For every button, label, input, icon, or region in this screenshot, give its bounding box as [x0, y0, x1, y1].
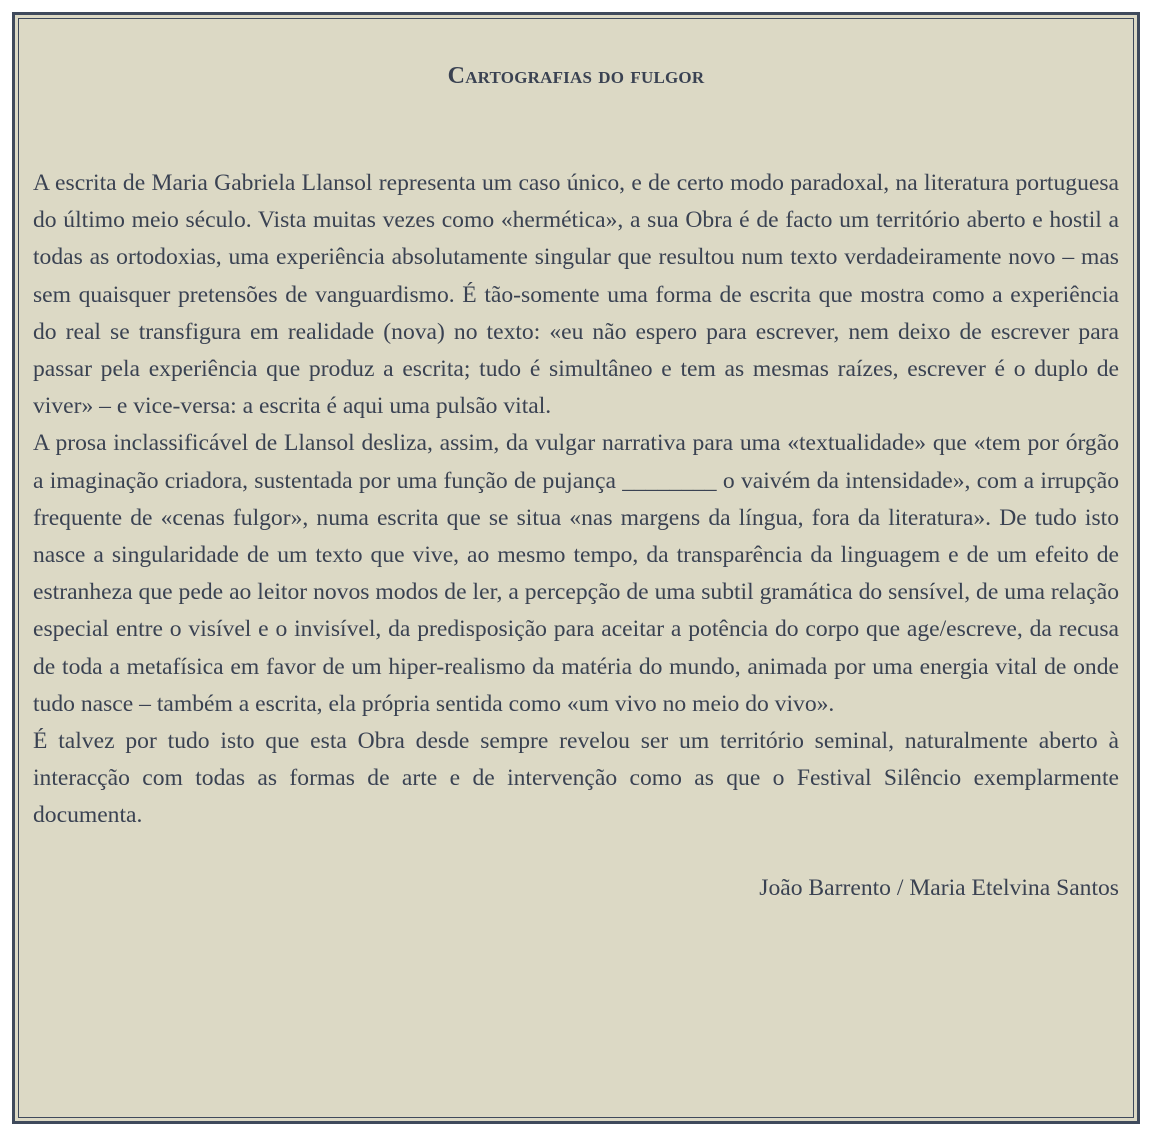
document-title: Cartografias do fulgor: [447, 63, 705, 89]
paragraph-1: A escrita de Maria Gabriela Llansol representa um caso único, e de certo modo paradoxal, na literatura portuguesa do último meio século. Vista muitas vezes como «hermética», a sua Obra é de facto um território aberto e hostil a todas as ortodoxias, uma experiência absolutamente singular que resultou num texto verdadeiramente novo – mas sem quaisquer pretensões de vanguardismo. É tão-somente uma forma de escrita que mostra como a experiência do real se transfigura em realidade (nova) no texto: «eu não espero para escrever, nem deixo de escrever para passar pela experiência que produz a escrita; tudo é simultâneo e tem as mesmas raízes, escrever é o duplo de viver» – e vice-versa: a escrita é aqui uma pulsão vital.: [33, 170, 1119, 420]
document-frame: [12, 12, 1140, 1124]
paragraph-2: A prosa inclassificável de Llansol desliza, assim, da vulgar narrativa para uma «textualidade» que «tem por órgão a imaginação criadora, sustentada por uma função de pujança ________ o vaivém da intensidade», com a irrupção frequente de «cenas fulgor», numa escrita que se situa «nas margens da língua, fora da literatura». De tudo isto nasce a singularidade de um texto que vive, ao mesmo tempo, da transparência da linguagem e de um efeito de estranheza que pede ao leitor novos modos de ler, a percepção de uma subtil gramática do sensível, de uma relação especial entre o visível e o invisível, da predisposição para aceitar a potência do corpo que age/escreve, da recusa de toda a metafísica em favor de um hiper-realismo da matéria do mundo, animada por uma energia vital de onde tudo nasce – também a escrita, ela própria sentida como «um vivo no meio do vivo».: [33, 430, 1119, 717]
author-signature: João Barrento / Maria Etelvina Santos: [759, 874, 1119, 901]
document-body: [33, 59, 1119, 905]
paragraph-3: É talvez por tudo isto que esta Obra desde sempre revelou ser um território seminal, naturalmente aberto à interacção com todas as formas de arte e de intervenção como as que o Festival Silêncio exemplarmente documenta.: [33, 728, 1119, 829]
